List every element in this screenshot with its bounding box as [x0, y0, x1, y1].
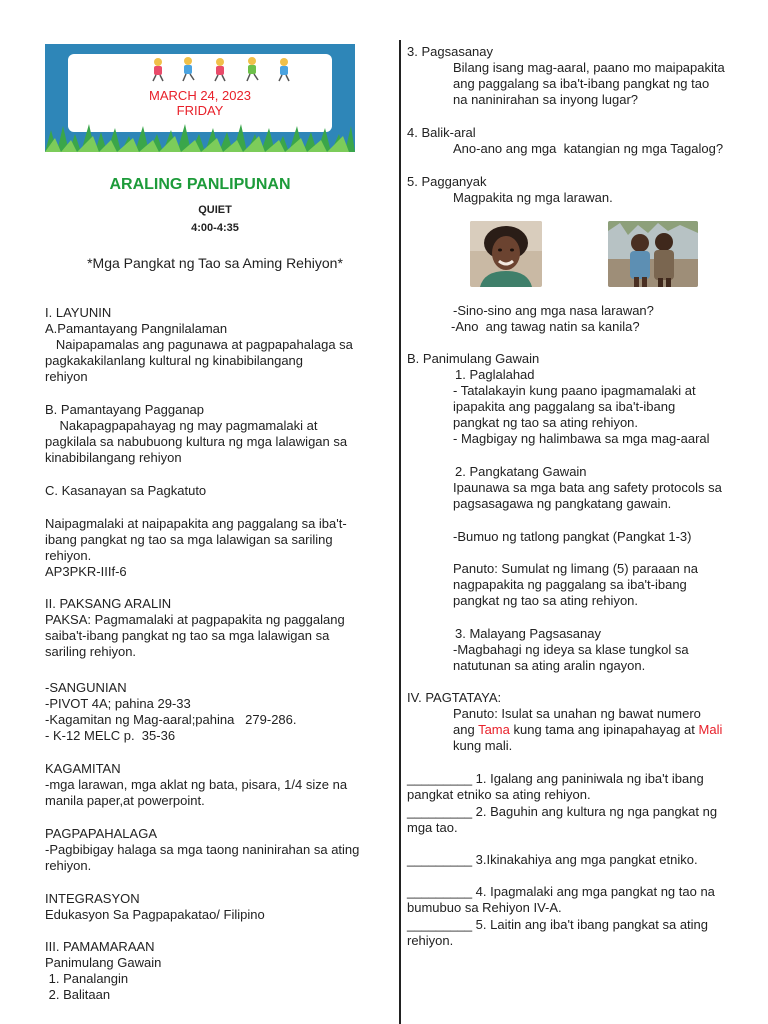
subheading: B. Panimulang Gawain — [407, 351, 540, 366]
text-line: - Magbigay ng halimbawa sa mga mag-aaral — [453, 431, 710, 446]
tama-keyword: Tama — [478, 722, 510, 737]
quiz-item-4-cont: bumubuo sa Rehiyon IV-A. — [407, 900, 562, 915]
subheading: Panimulang Gawain — [45, 955, 162, 970]
text-line: -Kagamitan ng Mag-aaral;pahina 279-286. — [45, 712, 297, 727]
grass-decoration — [45, 122, 355, 152]
instruction-line: Panuto: Isulat sa unahan ng bawat numero — [453, 706, 701, 721]
banner-card — [68, 54, 332, 132]
question-line: -Sino-sino ang mga nasa larawan? — [453, 303, 654, 318]
question-line: -Ano ang tawag natin sa kanila? — [451, 319, 640, 334]
text-line: Nakapagpapahayag ng may pagmamalaki at — [45, 418, 318, 433]
subheading: 1. Paglalahad — [455, 367, 535, 382]
instruction-text: ang — [453, 722, 479, 737]
instruction-line — [453, 722, 722, 738]
text-line: Naipapamalas ang pagunawa at pagpapahalaga sa — [45, 337, 353, 352]
text-line: -Pagbibigay halaga sa mga taong naninirahan sa ating — [45, 842, 360, 857]
mali-keyword: Mali — [698, 722, 723, 737]
subheading: -SANGUNIAN — [45, 680, 127, 695]
section-heading: II. PAKSANG ARALIN — [45, 596, 172, 611]
quiz-item-4: _________ 4. Ipagmalaki ang mga pangkat ng tao na — [407, 884, 715, 899]
text-line: ibang pangkat ng tao sa mga lalawigan sa sariling — [45, 532, 333, 547]
text-line: Edukasyon Sa Pagpapakatao/ Filipino — [45, 907, 265, 922]
subheading: 3. Pagsasanay — [407, 44, 494, 59]
subheading: B. Pamantayang Pagganap — [45, 402, 205, 417]
text-line: nagpapakita ng paggalang sa iba't-ibang — [453, 577, 687, 592]
text-line: rehiyon — [45, 369, 88, 384]
text-line: manila paper,at powerpoint. — [45, 793, 205, 808]
instruction-line: kung mali. — [453, 738, 513, 753]
text-line: -Magbahagi ng ideya sa klase tungkol sa — [453, 642, 689, 657]
text-line: -mga larawan, mga aklat ng bata, pisara, 1/4 size na — [45, 777, 348, 792]
children-playing-illustration — [148, 56, 298, 82]
date-banner — [45, 44, 355, 152]
banner-date: MARCH 24, 2023 — [149, 88, 251, 103]
text-line: - K-12 MELC p. 35-36 — [45, 728, 176, 743]
text-line: - Tatalakayin kung paano ipagmamalaki at — [453, 383, 696, 398]
text-line: Magpakita ng mga larawan. — [453, 190, 613, 205]
text-line: -PIVOT 4A; pahina 29-33 — [45, 696, 191, 711]
subheading: 4. Balik-aral — [407, 125, 476, 140]
section-heading: I. LAYUNIN — [45, 305, 112, 320]
banner-day: FRIDAY — [176, 103, 224, 118]
quiz-item-2-cont: mga tao. — [407, 820, 458, 835]
quiz-item-3: _________ 3.Ikinakahiya ang mga pangkat etniko. — [407, 852, 698, 867]
text-line: saiba't-ibang pangkat ng tao sa mga lalawigan sa — [45, 628, 330, 643]
subheading: PAGPAPAHALAGA — [45, 826, 157, 841]
text-line: Bilang isang mag-aaral, paano mo maipapakita — [453, 60, 725, 75]
girl-photo — [470, 221, 542, 287]
text-line: Naipagmalaki at naipapakita ang paggalang sa iba't- — [45, 516, 347, 531]
subheading: 3. Malayang Pagsasanay — [455, 626, 601, 641]
competency-code: AP3PKR-IIIf-6 — [45, 564, 127, 579]
text-line: pagsasagawa ng pangkatang gawain. — [453, 496, 672, 511]
text-line: rehiyon. — [45, 858, 92, 873]
list-item: 1. Panalangin — [45, 971, 129, 986]
section-heading: IV. PAGTATAYA: — [407, 690, 502, 705]
subheading: 5. Pagganyak — [407, 174, 487, 189]
text-line: sariling rehiyon. — [45, 644, 137, 659]
text-line: pagkilala sa nabubuong kultura ng mga lalawigan sa — [45, 434, 348, 449]
text-line: natutunan sa ating aralin ngayon. — [453, 658, 646, 673]
section-heading: III. PAMAMARAAN — [45, 939, 155, 954]
subheading: KAGAMITAN — [45, 761, 121, 776]
list-item: 2. Balitaan — [45, 987, 111, 1002]
text-line: PAKSA: Pagmamalaki at pagpapakita ng paggalang — [45, 612, 345, 627]
subject-title: ARALING PANLIPUNAN — [109, 176, 291, 193]
quiz-item-5-cont: rehiyon. — [407, 933, 454, 948]
text-line: pangkat ng tao sa ating rehiyon. — [453, 593, 639, 608]
quiz-item-1: _________ 1. Igalang ang paniniwala ng iba't ibang — [407, 771, 704, 786]
text-line: na naninirahan sa inyong lugar? — [453, 92, 639, 107]
quiz-item-2: _________ 2. Baguhin ang kultura ng nga pangkat ng — [407, 804, 718, 819]
text-line: -Bumuo ng tatlong pangkat (Pangkat 1-3) — [453, 529, 692, 544]
section-name: QUIET — [198, 204, 232, 216]
quiz-item-5: _________ 5. Laitin ang iba't ibang pangkat sa ating — [407, 917, 709, 932]
text-line: pangkat ng tao sa ating rehiyon. — [453, 415, 639, 430]
class-time: 4:00-4:35 — [191, 222, 239, 234]
instruction-text: kung tama ang ipinapahayag at — [509, 722, 699, 737]
subheading: 2. Pangkatang Gawain — [455, 464, 587, 479]
text-line: kinabibilangang rehiyon — [45, 450, 182, 465]
two-children-photo — [608, 221, 698, 287]
subheading: A.Pamantayang Pangnilalaman — [45, 321, 228, 336]
subheading: C. Kasanayan sa Pagkatuto — [45, 483, 207, 498]
quiz-item-1-cont: pangkat etniko sa ating rehiyon. — [407, 787, 591, 802]
text-line: Ipaunawa sa mga bata ang safety protocols sa — [453, 480, 722, 495]
text-line: Panuto: Sumulat ng limang (5) paraaan na — [453, 561, 698, 576]
text-line: rehiyon. — [45, 548, 92, 563]
text-line: ang paggalang sa iba't-ibang pangkat ng tao — [453, 76, 710, 91]
text-line: ipapakita ang paggalang sa iba't-ibang — [453, 399, 676, 414]
text-line: pagkakakilanlang kultural ng kinabibilangang — [45, 353, 304, 368]
lesson-topic: *Mga Pangkat ng Tao sa Aming Rehiyon* — [87, 255, 343, 271]
subheading: INTEGRASYON — [45, 891, 140, 906]
text-line: Ano-ano ang mga katangian ng mga Tagalog? — [453, 141, 724, 156]
